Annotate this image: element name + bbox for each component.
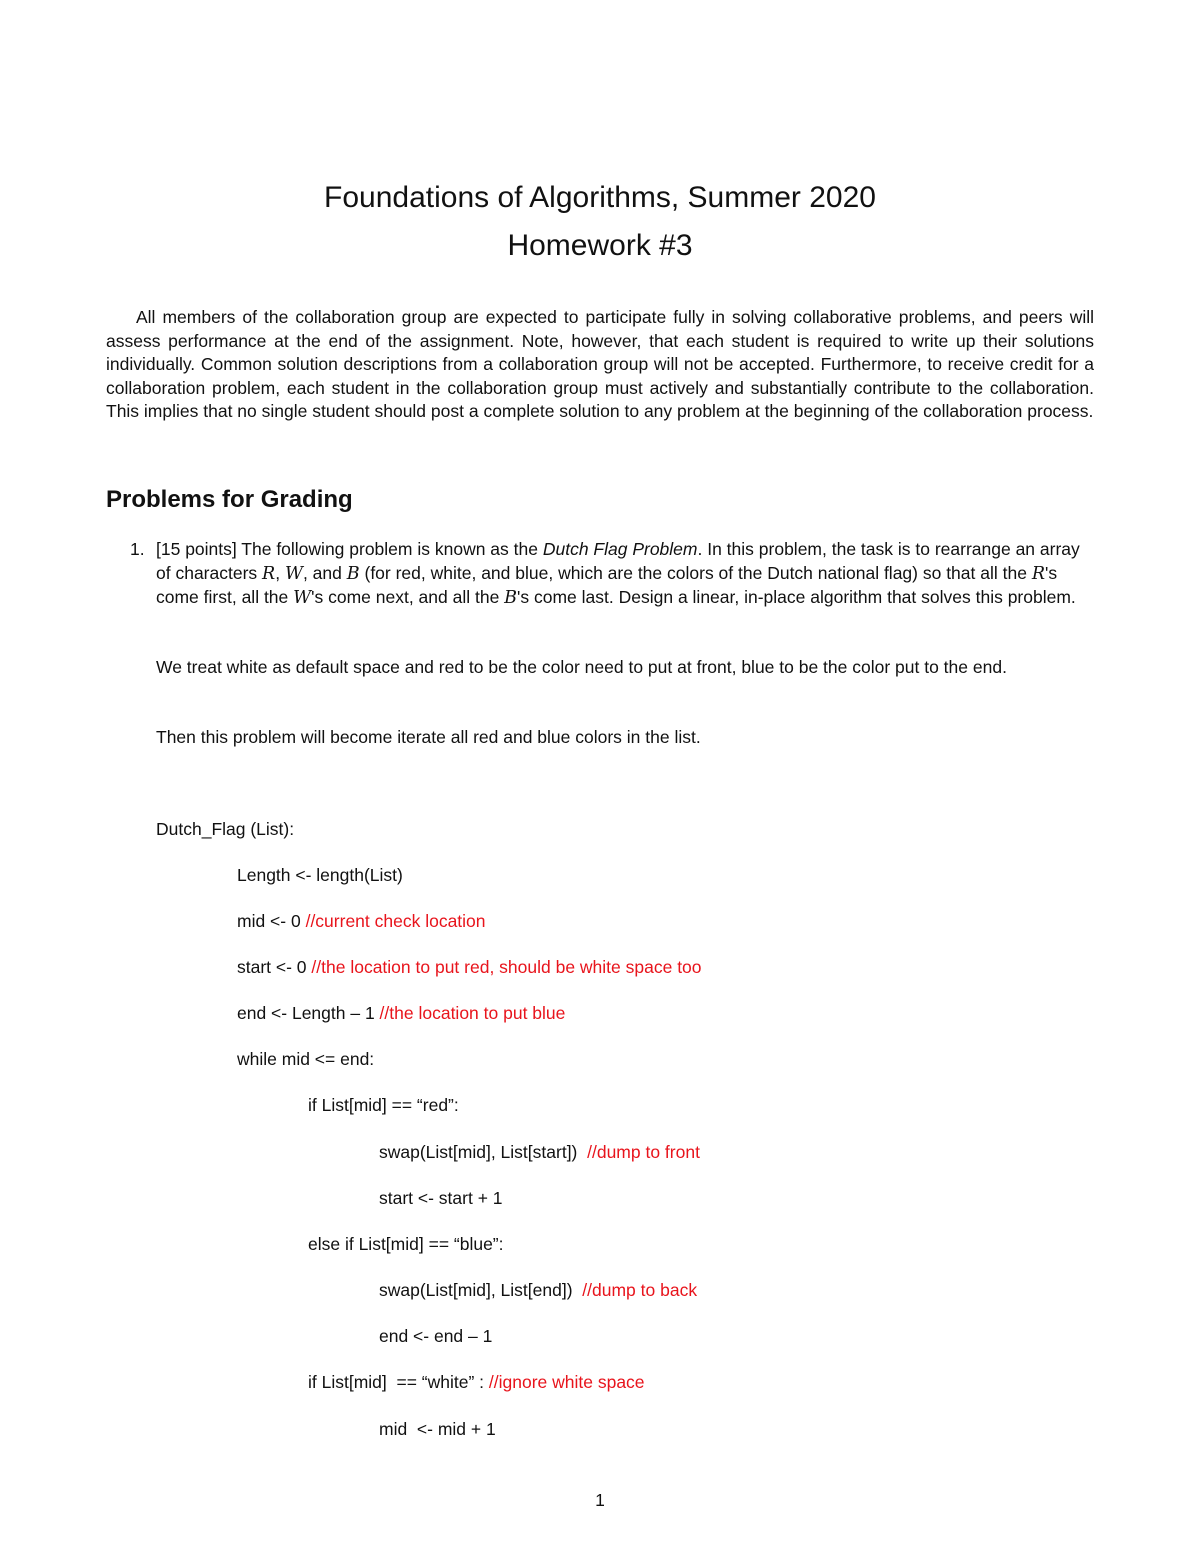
page-number: 1 [595, 1490, 605, 1510]
code-line: end <- Length – 1 //the location to put blue [237, 1003, 566, 1023]
title-block [0, 174, 1200, 270]
problem-number: 1. [130, 539, 145, 559]
code-line: end <- end – 1 [379, 1326, 493, 1346]
code-comment: //the location to put red, should be white space too [311, 957, 702, 977]
code-line: else if List[mid] == “blue”: [308, 1234, 504, 1254]
code-line: start <- start + 1 [379, 1188, 503, 1208]
code-comment: //current check location [305, 911, 486, 931]
problem-1 [130, 538, 1094, 611]
intro-paragraph: All members of the collaboration group are expected to participate fully in solving collaborative problems, and peers will assess performance at the end of the assignment. Note, however, that each student is required to write up their solutions individually. Common solution descriptions from a collaboration group will not be accepted. Furthermore, to receive credit for a collaboration problem, each student in the collaboration group must actively and substantially contribute to the collaboration. This implies that no single student should post a complete solution to any problem at the beginning of the collaboration process. [106, 307, 1094, 422]
code-line: mid <- 0 //current check location [237, 911, 486, 931]
section-heading: Problems for Grading [106, 486, 353, 513]
code-comment: //dump to back [582, 1280, 698, 1300]
code-comment: //ignore white space [488, 1372, 645, 1392]
code-line: if List[mid] == “white” : //ignore white space [308, 1372, 645, 1392]
problem-name: Dutch Flag Problem [542, 539, 698, 559]
answer-paragraph-2: Then this problem will become iterate all red and blue colors in the list. [156, 727, 701, 747]
code-line: while mid <= end: [237, 1049, 375, 1069]
code-line: swap(List[mid], List[start]) //dump to front [379, 1142, 700, 1162]
code-line: start <- 0 //the location to put red, should be white space too [237, 957, 702, 977]
code-line: swap(List[mid], List[end]) //dump to back [379, 1280, 698, 1300]
code-line: Length <- length(List) [237, 865, 403, 885]
document-title: Foundations of Algorithms, Summer 2020 [324, 181, 876, 214]
code-line: mid <- mid + 1 [379, 1419, 496, 1439]
document-subtitle: Homework #3 [507, 229, 693, 262]
code-comment: //the location to put blue [379, 1003, 566, 1023]
answer-paragraph-1: We treat white as default space and red to be the color need to put at front, blue to be the color put to the end. [156, 657, 1007, 677]
problem-statement: [15 points] The following problem is known as the Dutch Flag Problem. In this problem, the task is to rearrange an array of characters R, W, and B (for red, white, and blue, which are the colors of the Dutch national flag) so that all the R's come first, all the W's come next, and all the B's come last. Design a linear, in-place algorithm that solves this problem. [156, 539, 1080, 609]
code-line: Dutch_Flag (List): [156, 819, 295, 839]
code-comment: //dump to front [587, 1142, 700, 1162]
code-line: if List[mid] == “red”: [308, 1095, 459, 1115]
